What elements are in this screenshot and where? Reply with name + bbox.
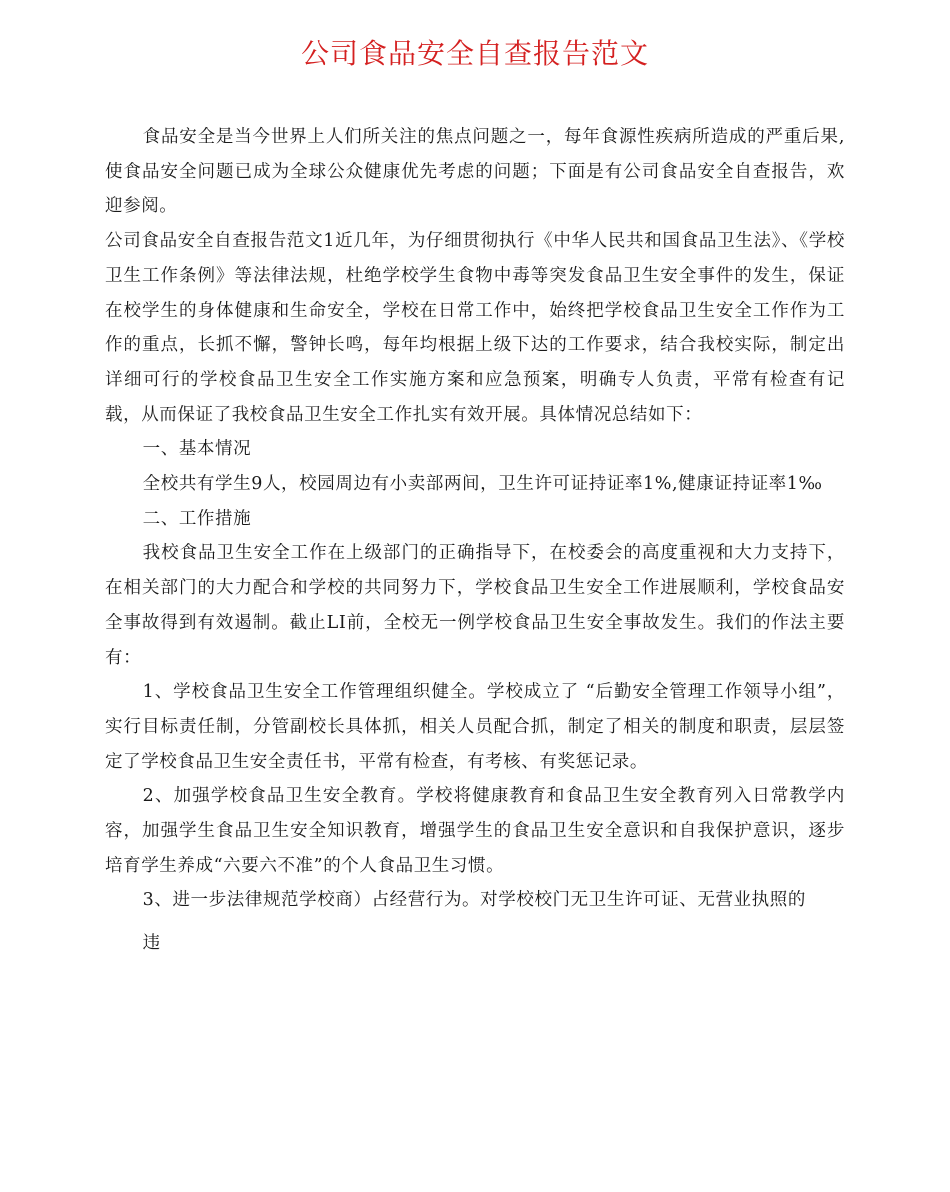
section-heading-measures: 二、工作措施 (142, 508, 252, 529)
basic-info-paragraph: 全校共有学生9人，校园周边有小卖部两间，卫生许可证持证率1%,健康证持证率1‰ (142, 474, 823, 495)
section-heading-basic: 一、基本情况 (142, 439, 252, 460)
intro-paragraph: 食品安全是当今世界上人们所关注的焦点问题之一，每年食源性疾病所造成的严重后果,使食品安全问题已成为全球公众健康优先考虑的问题；下面是有公司食品安全自查报告，欢迎参阅。 (105, 127, 845, 217)
report-paragraph-1: 公司食品安全自查报告范文1近几年，为仔细贯彻执行《中华人民共和国食品卫生法》、《学校卫生工作条例》等法律法规，杜绝学校学生食物中毒等突发食品卫生安全事件的发生，保证在校学生的身体健康和生命安全，学校在日常工作中，始终把学校食品卫生安全工作作为工作的重点，长抓不懈，警钟长鸣，每年均根据上级下达的工作要求，结合我校实际，制定出详细可行的学校食品卫生安全工作实施方案和应急预案，明确专人负责，平常有检查有记载，从而保证了我校食品卫生安全工作扎实有效开展。具体情况总结如下： (105, 231, 845, 425)
document-body (105, 120, 845, 961)
measures-paragraph: 我校食品卫生安全工作在上级部门的正确指导下，在校委会的高度重视和大力支持下，在相关部门的大力配合和学校的共同努力下，学校食品卫生安全工作进展顺利，学校食品安全事故得到有效遏制。截止LI前，全校无一例学校食品卫生安全事故发生。我们的作法主要有： (105, 543, 845, 668)
continuation-fragment: 违 (142, 933, 161, 954)
measure-item-2: 2、加强学校食品卫生安全教育。学校将健康教育和食品卫生安全教育列入日常教学内容，加强学生食品卫生安全知识教育，增强学生的食品卫生安全意识和自我保护意识，逐步培育学生养成“六要六不准”的个人食品卫生习惯。 (105, 786, 845, 876)
document-title: 公司食品安全自查报告范文 (300, 37, 649, 70)
measure-item-3: 3、进一步法律规范学校商）占经营行为。对学校校门无卫生许可证、无营业执照的 (142, 890, 806, 911)
measure-item-1: 1、学校食品卫生安全工作管理组织健全。学校成立了 “后勤安全管理工作领导小组”，实行目标责任制，分管副校长具体抓，相关人员配合抓，制定了相关的制度和职责，层层签定了学校食品卫生安全责任书，平常有检查，有考核、有奖惩记录。 (105, 682, 845, 772)
